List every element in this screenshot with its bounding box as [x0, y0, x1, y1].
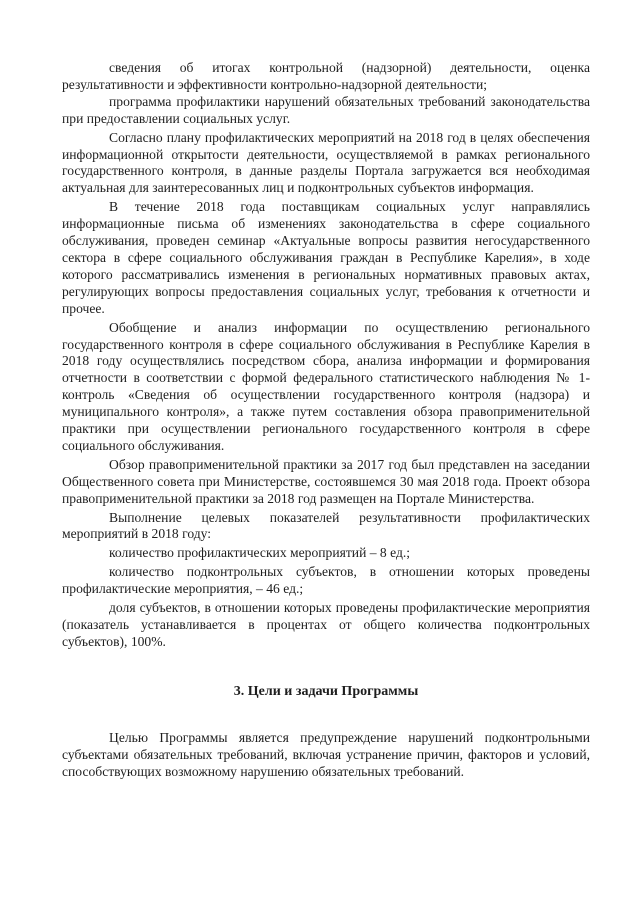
paragraph-program-goal: Целью Программы является предупреждение нарушений подконтрольными субъектами обязательных требований, включая устранение причин, факторов и условий, способствующих возможному нарушению обязательных требований. — [62, 729, 590, 779]
paragraph-analysis: Обобщение и анализ информации по осуществлению регионального государственного контроля в сфере социального обслуживания в Республике Карелия в 2018 году осуществлялись посредством сбора, анализа информации и формирования отчетности в соответствии с формой федерального статистического наблюдения № 1-контроль «Сведения об осуществлении государственного контроля (надзора) и муниципального контроля», а также путем составления обзора правоприменительной практики при осуществлении регионального государственного контроля в сфере социального обслуживания. — [62, 319, 590, 453]
list-item-subjects-count: количество подконтрольных субъектов, в отношении которых проведены профилактические мероприятия, – 46 ед.; — [62, 564, 590, 597]
paragraph-prevention-plan: Согласно плану профилактических мероприятий на 2018 год в целях обеспечения информационной открытости деятельности, осуществляемой в рамках регионального государственного контроля, в данные разделы Портала загружается вся необходимая актуальная для заинтересованных лиц и подконтрольных субъектов информация. — [62, 129, 590, 196]
list-item-subjects-share: доля субъектов, в отношении которых проведены профилактические мероприятия (показатель устанавливается в процентах от общего количества подконтрольных субъектов), 100%. — [62, 600, 590, 649]
paragraph-practice-review: Обзор правоприменительной практики за 2017 год был представлен на заседании Общественного совета при Министерстве, состоявшемся 30 мая 2018 года. Проект обзора правоприменительной практики за 2018 год размещен на Портале Министерства. — [62, 456, 590, 506]
paragraph-info-letters: В течение 2018 года поставщикам социальных услуг направлялись информационные письма об изменениях законодательства в сфере социального обслуживания, проведен семинар «Актуальные вопросы развития негосударственного сектора в сфере социального обслуживания граждан в Республике Карелия», в ходе которого рассматривались изменения в региональных нормативных правовых актах, регулирующих вопросы предоставления социальных услуг, требования к отчетности и прочее. — [62, 199, 590, 316]
paragraph-prevention-program: программа профилактики нарушений обязательных требований законодательства при предоставлении социальных услуг. — [62, 93, 590, 126]
paragraph-reporting-info: сведения об итогах контрольной (надзорной) деятельности, оценка результативности и эффективности контрольно-надзорной деятельности; — [62, 60, 590, 92]
paragraph-indicators-intro: Выполнение целевых показателей результативности профилактических мероприятий в 2018 году: — [62, 509, 590, 542]
list-item-measures-count: количество профилактических мероприятий – 8 ед.; — [109, 545, 411, 561]
section-heading: 3. Цели и задачи Программы — [233, 683, 419, 699]
